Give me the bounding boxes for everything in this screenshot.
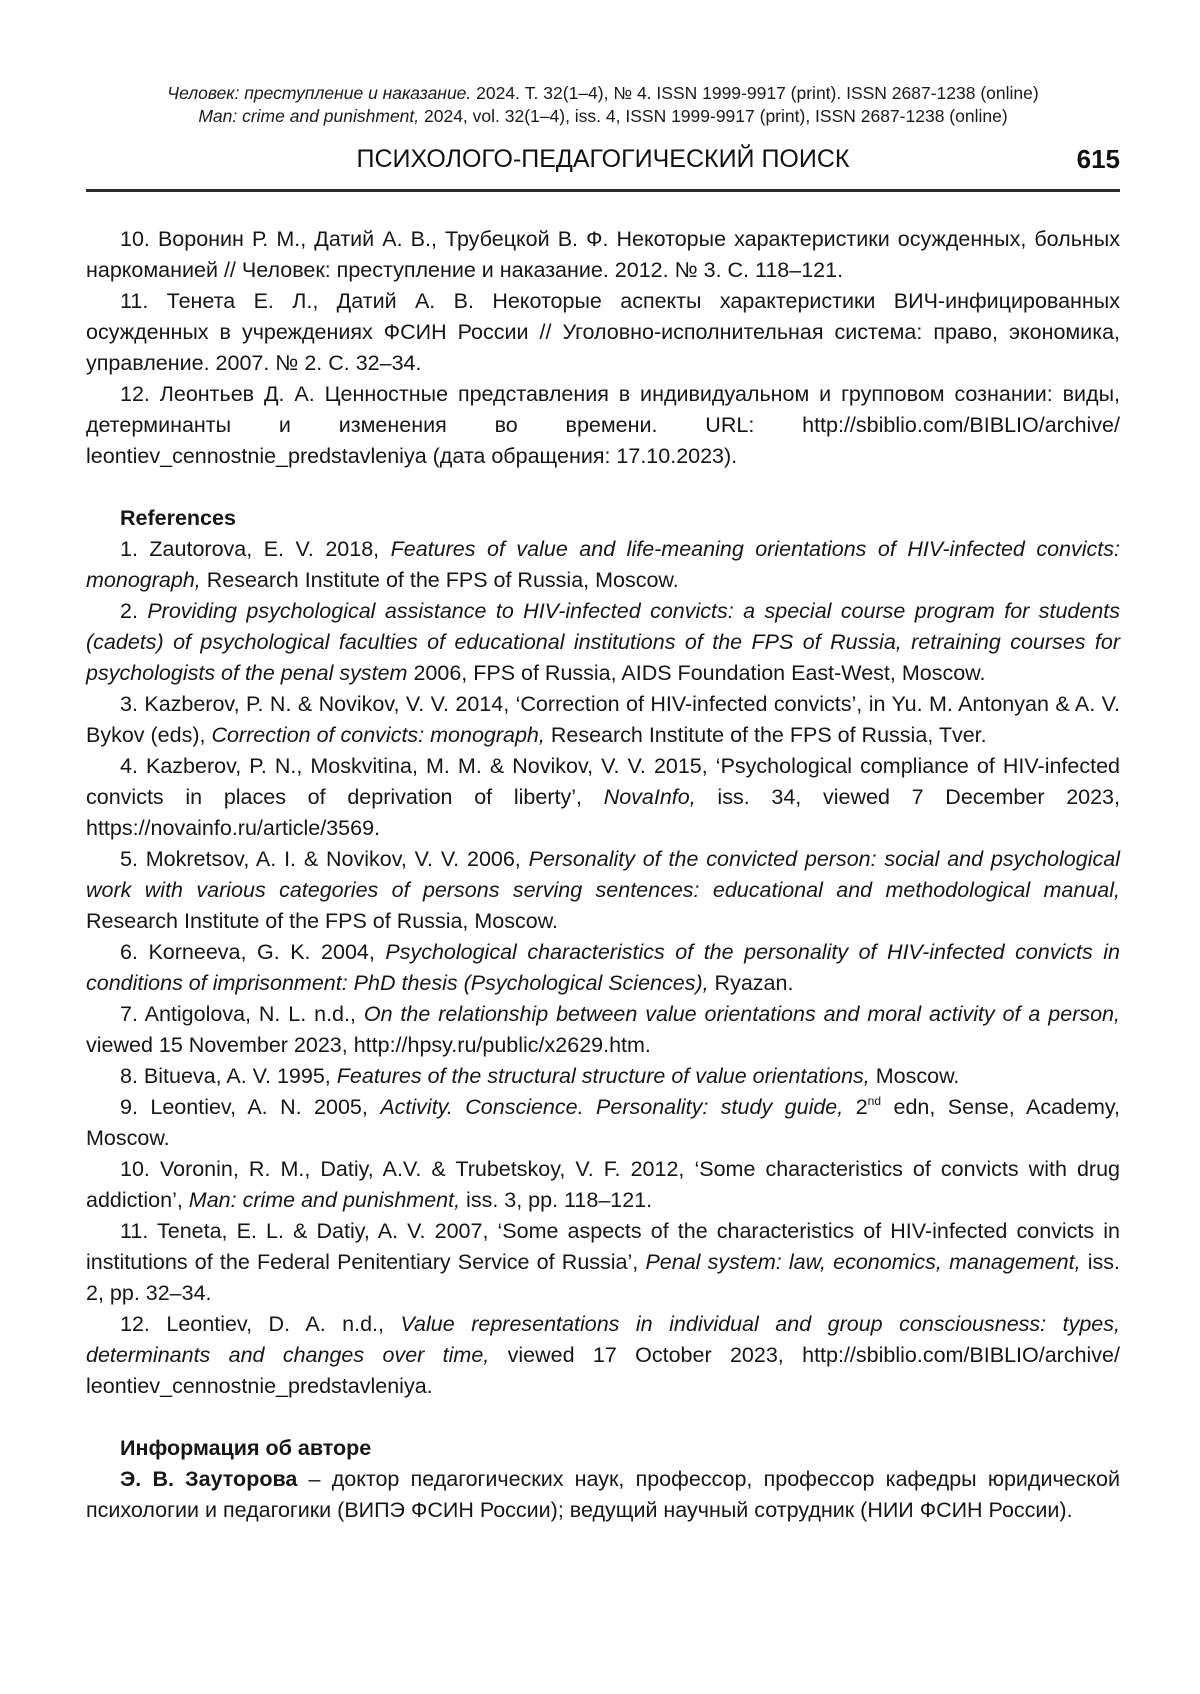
journal-title-en: Man: crime and punishment, [198,106,420,126]
reference-item: 3. Kazberov, P. N. & Novikov, V. V. 2014, ‘Correction of HIV-infected convicts’, in Yu. M. Antonyan & A. V. Bykov (eds), Correction of convicts: monograph, Research Institute of the FPS of Russia, Tver. [86,692,1120,747]
reference-item: 11. Teneta, E. L. & Datiy, A. V. 2007, ‘Some aspects of the characteristics of HIV-infected convicts in institutions of the Federal Penitentiary Service of Russia’, Penal system: law, economics, management, iss. 2, pp. 32–34. [86,1219,1120,1305]
reference-item: 1. Zautorova, E. V. 2018, Features of value and life-meaning orientations of HIV-infected convicts: monograph, Research Institute of the FPS of Russia, Moscow. [86,537,1120,592]
author-info-text [86,1464,1120,1526]
reference-item-ru: 10. Воронин Р. М., Датий А. В., Трубецкой В. Ф. Некоторые характеристики осужденных, больных наркоманией // Человек: преступление и наказание. 2012. № 3. С. 118–121. [86,227,1120,282]
author-name: Э. В. Зауторова [120,1467,298,1491]
reference-item: 9. Leontiev, A. N. 2005, Activity. Conscience. Personality: study guide, 2nd edn, Sense, Academy, Moscow. [86,1094,1120,1150]
references-section [86,503,1120,1402]
journal-issue-en: 2024, vol. 32(1–4), iss. 4, ISSN 1999-9917 (print), ISSN 2687-1238 (online) [419,106,1008,126]
running-head-en [86,105,1120,128]
edition-superscript: nd [867,1094,882,1108]
page-number: 615 [1076,144,1120,174]
journal-title-ru: Человек: преступление и наказание. [167,83,472,103]
spacer [86,1402,1120,1433]
reference-item-ru: 12. Леонтьев Д. А. Ценностные представления в индивидуальном и групповом сознании: виды, детерминанты и изменения во времени. URL: http://sbiblio.com/BIBLIO/archive/ leontiev_cennostnie_predstavleniya (дата обращения: 17.10.2023). [86,382,1120,468]
references-heading: References [120,506,236,530]
spacer [86,472,1120,503]
reference-item: 8. Bitueva, A. V. 1995, Features of the structural structure of value orientations, Moscow. [120,1064,960,1088]
author-description: – доктор педагогических наук, профессор, профессор кафедры юридической психологии и педагогики (ВИПЭ ФСИН России); ведущий научный сотрудник (НИИ ФСИН России). [86,1467,1120,1522]
russian-reference-list [86,224,1120,472]
reference-item: 5. Mokretsov, A. I. & Novikov, V. V. 2006, Personality of the convicted person: social and psychological work with various categories of persons serving sentences: educational and methodological manual, Research Institute of the FPS of Russia, Moscow. [86,847,1120,933]
author-info-section [86,1433,1120,1526]
page-body [86,224,1120,1526]
reference-item: 6. Korneeva, G. K. 2004, Psychological characteristics of the personality of HIV-infected convicts in conditions of imprisonment: PhD thesis (Psychological Sciences), Ryazan. [86,940,1120,995]
running-head-ru [86,82,1120,105]
reference-item: 2. Providing psychological assistance to HIV-infected convicts: a special course program for students (cadets) of psychological faculties of educational institutions of the FPS of Russia, retraining courses for psychologists of the penal system 2006, FPS of Russia, AIDS Foundation East-West, Moscow. [86,599,1121,685]
journal-issue-ru: 2024. Т. 32(1–4), № 4. ISSN 1999-9917 (print). ISSN 2687-1238 (online) [471,83,1039,103]
running-head [86,82,1120,128]
reference-item: 10. Voronin, R. M., Datiy, A.V. & Trubetskoy, V. F. 2012, ‘Some characteristics of convicts with drug addiction’, Man: crime and punishment, iss. 3, pp. 118–121. [86,1157,1120,1212]
reference-item: 4. Kazberov, P. N., Moskvitina, M. M. & Novikov, V. V. 2015, ‘Psychological compliance of HIV-infected convicts in places of deprivation of liberty’, NovaInfo, iss. 34, viewed 7 December 2023, https://novainfo.ru/article/3569. [86,754,1120,840]
section-title: ПСИХОЛОГО-ПЕДАГОГИЧЕСКИЙ ПОИСК [356,145,850,173]
reference-item: 7. Antigolova, N. L. n.d., On the relationship between value orientations and moral activity of a person, viewed 15 November 2023, http://hpsy.ru/public/x2629.htm. [86,1002,1120,1057]
reference-item: 12. Leontiev, D. A. n.d., Value representations in individual and group consciousness: types, determinants and changes over time, viewed 17 October 2023, http://sbiblio.com/BIBLIO/archive/ leontiev_cennostnie_predstavleniya. [86,1312,1120,1398]
author-info-heading: Информация об авторе [120,1436,372,1460]
section-header [86,142,1120,180]
reference-item-ru: 11. Тенета Е. Л., Датий А. В. Некоторые аспекты характеристики ВИЧ-инфицированных осужденных в учреждениях ФСИН России // Уголовно-исполнительная система: право, экономика, управление. 2007. № 2. С. 32–34. [86,289,1120,375]
header-rule [86,189,1120,192]
